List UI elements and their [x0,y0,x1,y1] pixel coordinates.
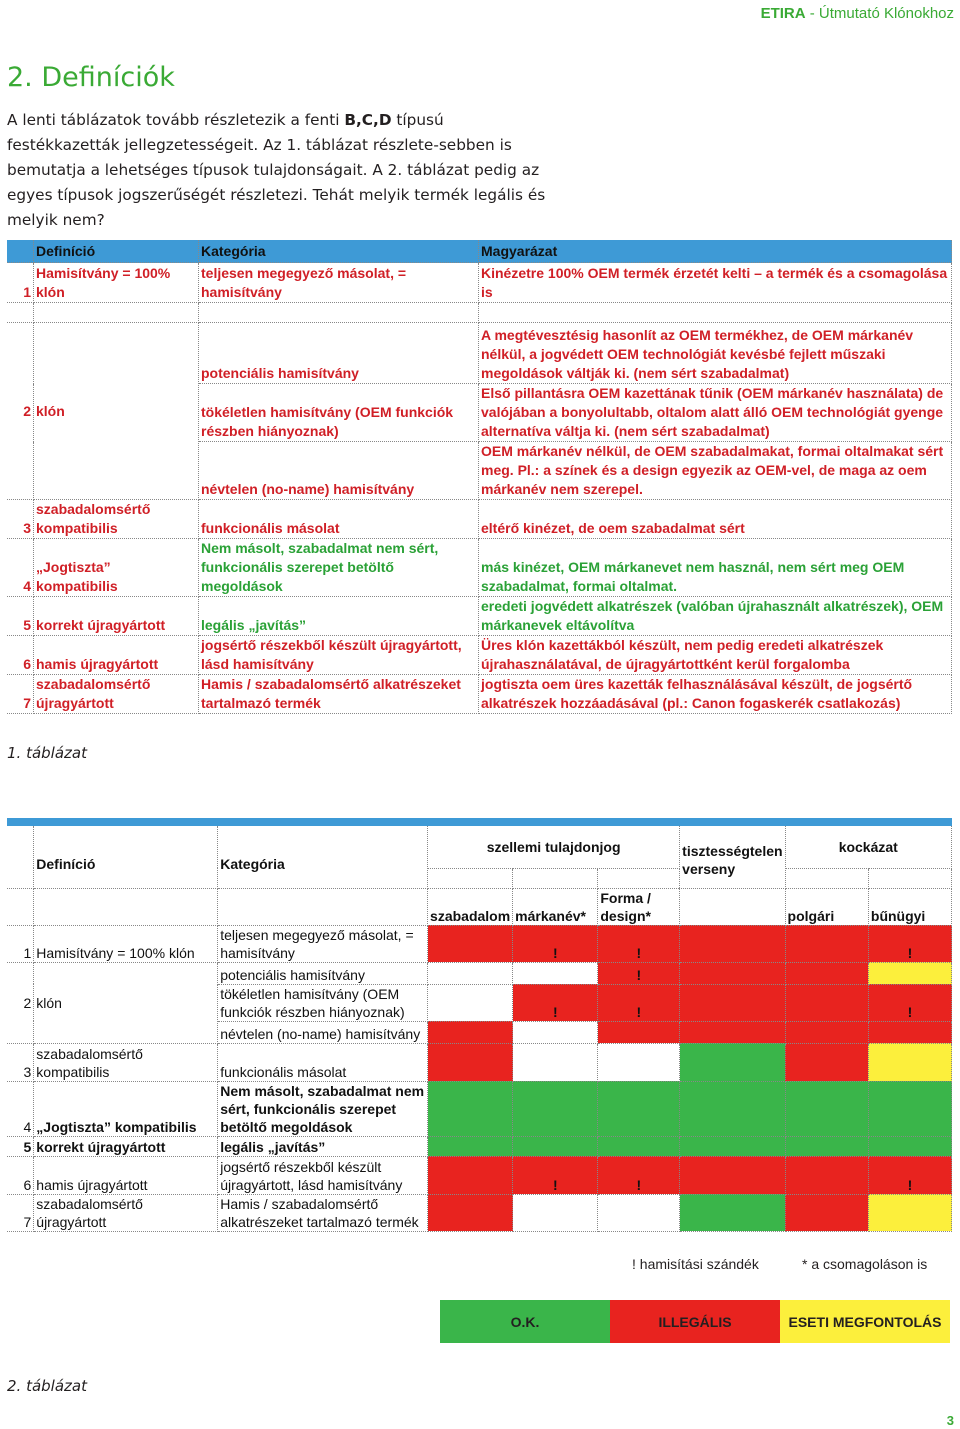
category-cell: potenciális hamisítvány [199,323,479,384]
table-row [7,597,952,636]
definition-cell: hamis újragyártott [34,636,199,675]
table-row [7,888,952,925]
table-row [7,1081,952,1136]
category-cell: tökéletlen hamisítvány (OEM funkciók részben hiányoznak) [199,384,479,442]
definition-cell: klón [34,323,199,500]
running-header [761,5,954,22]
category-cell: Nem másolt, szabadalmat nem sért, funkcionális szerepet betöltő megoldások [199,539,479,597]
definition-cell: szabadalomsértő kompatibilis [34,500,199,539]
category-cell: névtelen (no-name) hamisítvány [218,1021,428,1043]
table-row [7,962,952,984]
explanation-cell: eltérő kinézet, de oem szabadalmat sért [479,500,952,539]
header-risk: kockázat [785,826,951,868]
intro-text-2: típusú festékkazetták jellegzetességeit. Az 1. táblázat részlete-sebben is bemutatja a lehetséges típusok tulajdonságait. A 2. táblázat pedig az egyes típusok jogszerűségét részletezi. Tehát melyik termék legális és melyik nem? [7,111,546,229]
explanation-cell: A megtévesztésig hasonlít az OEM termékhez, de OEM márkanév nélkül, a jogvédett OEM technológiát kevésbé fejlett műszaki megoldások váltják ki. (nem sért szabadalmat) [479,323,952,384]
header-definicio: Definíció [34,826,218,888]
category-cell: teljesen megegyező másolat, = hamisítvány [218,925,428,962]
explanation-cell: Üres klón kazettákból készült, nem pedig eredeti alkatrészek újrahasználatával, de újragyártottként kerül forgalomba [479,636,952,675]
table-row [7,1194,952,1231]
header-civil: polgári [785,888,868,925]
section-title: 2. Definíciók [7,62,175,93]
table-row [7,826,952,868]
intent-mark: ! [598,962,680,984]
row-number: 1 [7,925,34,962]
row-number: 2 [7,962,34,1043]
category-cell: legális „javítás” [218,1136,428,1156]
table-row [7,240,952,263]
row-number: 6 [7,636,34,675]
table-row [7,303,952,323]
intent-mark: ! [513,984,598,1021]
definition-cell: szabadalomsértő újragyártott [34,675,199,714]
header-kategoria: Kategória [218,826,428,888]
table-row [7,500,952,539]
table-2 [7,818,952,1230]
explanation-cell: OEM márkanév nélkül, de OEM szabadalmakat, formai oltalmakat sért meg. Pl.: a színek és a design egyezik az OEM-vel, de maga az oem márkanév nem szerepel. [479,442,952,500]
header-brand: ETIRA [760,5,806,22]
row-number: 6 [7,1156,34,1194]
header-subtitle: - Útmutató Klónokhoz [805,5,954,22]
category-cell: funkcionális másolat [199,500,479,539]
definition-cell: klón [34,962,218,1043]
row-number: 7 [7,1194,34,1231]
intent-mark: ! [598,925,680,962]
table-row [7,925,952,962]
row-number: 5 [7,1136,34,1156]
category-cell: jogsértő részekből készült újragyártott, lásd hamisítvány [218,1156,428,1194]
header-patent: szabadalom [428,888,513,925]
legend-ok: O.K. [440,1300,610,1343]
category-cell: Nem másolt, szabadalmat nem sért, funkcionális szerepet betöltő megoldások [218,1081,428,1136]
table-2-grid [7,826,952,1232]
row-number: 2 [7,323,34,500]
table-row [7,323,952,384]
definition-cell: korrekt újragyártott [34,597,199,636]
table-2-header-bar [7,818,952,826]
definition-cell: korrekt újragyártott [34,1136,218,1156]
intent-mark: ! [598,1156,680,1194]
table-row [7,1136,952,1156]
row-number: 4 [7,539,34,597]
row-number: 7 [7,675,34,714]
legend-illegal: ILLEGÁLIS [610,1300,780,1343]
row-number: 4 [7,1081,34,1136]
definition-cell: „Jogtiszta” kompatibilis [34,1081,218,1136]
category-cell: teljesen megegyező másolat, = hamisítvány [199,263,479,303]
category-cell: jogsértő részekből készült újragyártott, lásd hamisítvány [199,636,479,675]
header-fair-competition: tisztességtelen verseny [680,826,785,888]
table-row [7,1043,952,1081]
header-ip: szellemi tulajdonjog [428,826,680,868]
header-kategoria: Kategória [199,240,479,263]
caption-table-2: 2. táblázat [7,1377,87,1395]
intent-mark: ! [513,925,598,962]
row-number: 3 [7,1043,34,1081]
table-row [7,263,952,303]
table-row [7,1156,952,1194]
intent-mark: ! [868,984,951,1021]
explanation-cell: más kinézet, OEM márkanevet nem használ, nem sért meg OEM szabadalmat, formai oltalmat. [479,539,952,597]
category-cell: Hamis / szabadalomsértő alkatrészeket tartalmazó termék [218,1194,428,1231]
header-criminal: bűnügyi [868,888,951,925]
definition-cell: „Jogtiszta” kompatibilis [34,539,199,597]
explanation-cell: eredeti jogvédett alkatrészek (valóban újrahasznált alkatrészek), OEM márkanevek eltávolítva [479,597,952,636]
header-brand: márkanév* [513,888,598,925]
row-number: 1 [7,263,34,303]
table-1 [7,240,952,714]
caption-table-1: 1. táblázat [7,744,87,762]
intro-bold: B,C,D [344,111,392,129]
intent-mark: ! [513,1156,598,1194]
header-form-design: Forma / design* [598,888,680,925]
intent-mark: ! [868,925,951,962]
row-number: 3 [7,500,34,539]
explanation-cell: Kinézetre 100% OEM termék érzetét kelti – a termék és a csomagolása is [479,263,952,303]
category-cell: potenciális hamisítvány [218,962,428,984]
definition-cell: Hamisítvány = 100% klón [34,263,199,303]
legend-note-packaging: * a csomagoláson is [802,1256,928,1272]
page-number: 3 [946,1413,954,1428]
explanation-cell: jogtiszta oem üres kazetták felhasználásával készült, de jogsértő alkatrészek hozzáadásával (pl.: Canon fogaskerék csatlakozás) [479,675,952,714]
row-number: 5 [7,597,34,636]
table-row [7,539,952,597]
category-cell: tökéletlen hamisítvány (OEM funkciók részben hiányoznak) [218,984,428,1021]
intro-paragraph [7,108,547,233]
header-definicio: Definíció [34,240,199,263]
category-cell: funkcionális másolat [218,1043,428,1081]
definition-cell: hamis újragyártott [34,1156,218,1194]
category-cell: legális „javítás” [199,597,479,636]
legend-case-by-case: ESETI MEGFONTOLÁS [780,1300,950,1343]
table-row [7,636,952,675]
legend-note-intent: ! hamisítási szándék [632,1256,759,1272]
category-cell: névtelen (no-name) hamisítvány [199,442,479,500]
explanation-cell: Első pillantásra OEM kazettának tűnik (OEM márkanév használata) de valójában a bonyolultabb, oltalom alatt álló OEM technológiát gyenge alternatíva váltja ki. (nem sért szabadalmat) [479,384,952,442]
table-row [7,675,952,714]
definition-cell: szabadalomsértő újragyártott [34,1194,218,1231]
intent-mark: ! [598,984,680,1021]
intent-mark: ! [868,1156,951,1194]
definition-cell: Hamisítvány = 100% klón [34,925,218,962]
definition-cell: szabadalomsértő kompatibilis [34,1043,218,1081]
intro-text-1: A lenti táblázatok tovább részletezik a fenti [7,111,345,129]
header-magyarazat: Magyarázat [479,240,952,263]
category-cell: Hamis / szabadalomsértő alkatrészeket tartalmazó termék [199,675,479,714]
